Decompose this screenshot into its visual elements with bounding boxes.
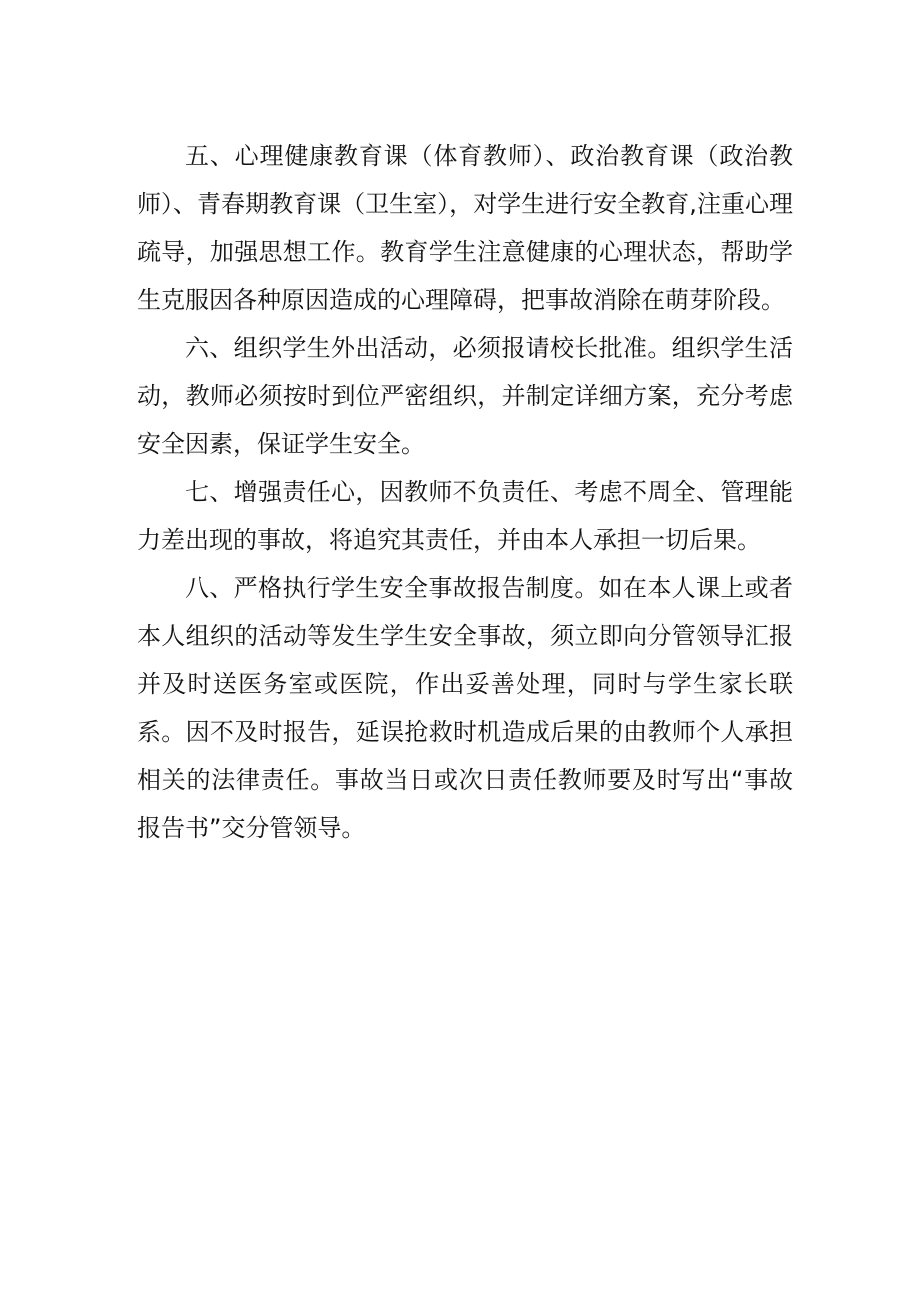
paragraph-8: 八、严格执行学生安全事故报告制度。如在本人课上或者本人组织的活动等发生学生安全事故，须立即向分管领导汇报并及时送医务室或医院，作出妥善处理，同时与学生家长联系。因不及时报告，延误抢救时机造成后果的由教师个人承担相关的法律责任。事故当日或次日责任教师要及时写出“事故报告书”交分管领导。 [137,574,793,842]
paragraph-5: 五、心理健康教育课（体育教师）、政治教育课（政治教师）、青春期教育课（卫生室），对学生进行安全教育,注重心理疏导，加强思想工作。教育学生注意健康的心理状态，帮助学生克服因各种原因造成的心理障碍，把事故消除在萌芽阶段。 [137,142,793,314]
paragraph-6: 六、组织学生外出活动，必须报请校长批准。组织学生活动，教师必须按时到位严密组织，并制定详细方案，充分考虑安全因素，保证学生安全。 [137,334,793,458]
paragraph-7: 七、增强责任心，因教师不负责任、考虑不周全、管理能力差出现的事故，将追究其责任，并由本人承担一切后果。 [137,478,793,554]
document-body [137,132,793,852]
